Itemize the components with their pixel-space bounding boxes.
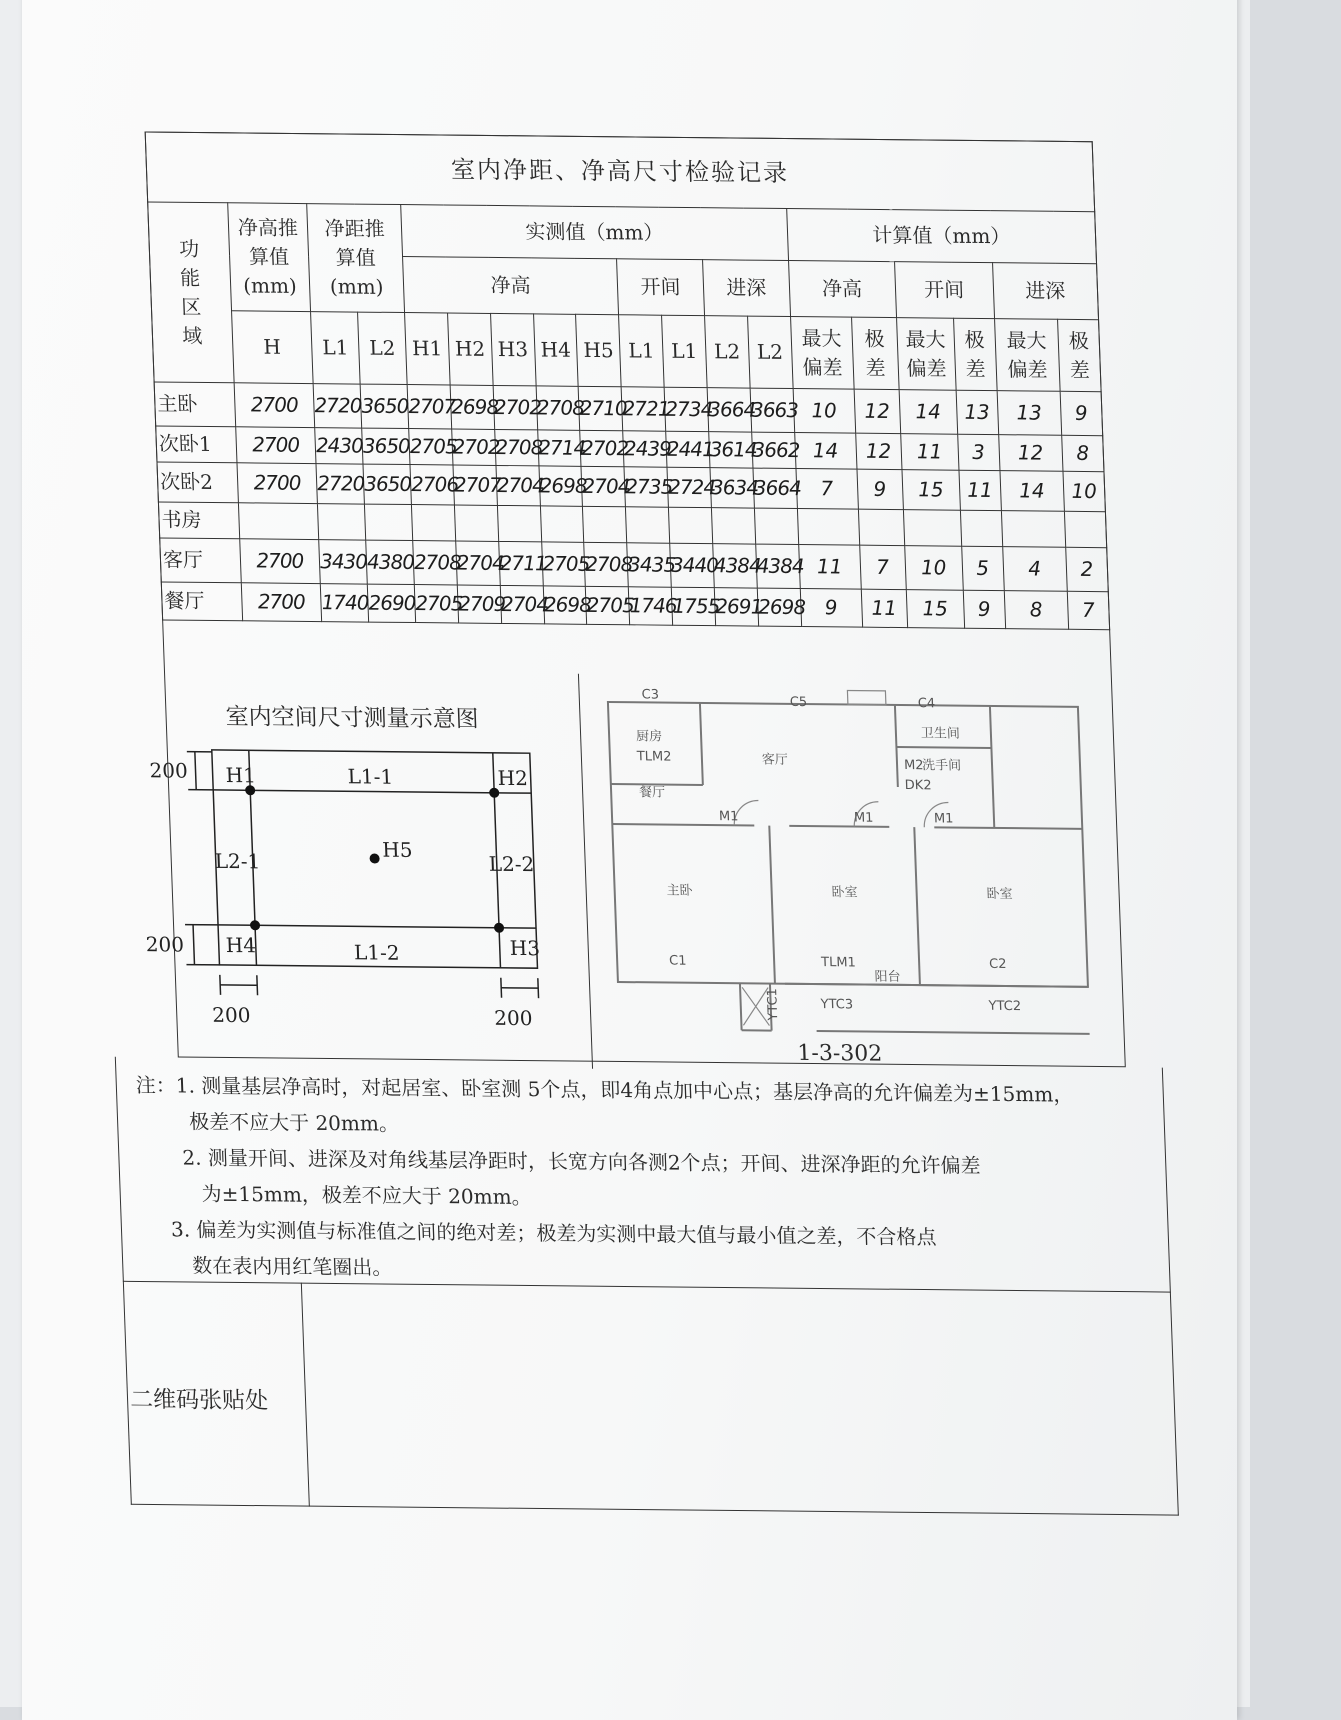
header-calc-net-height: 净高 [788,261,896,318]
cell-value: 2700 [239,539,320,584]
cell-value: 10 [904,546,963,591]
cell-value: 3440 [670,543,714,587]
cell-value: 2700 [235,427,316,464]
cell-value: 12 [998,435,1063,472]
cell-value: 2698 [538,466,582,506]
cell-value: 12 [855,433,901,469]
label-h1: H1 [225,763,256,787]
col-h: H [231,311,313,384]
cell-value: 2691 [714,588,758,626]
svg-text:M1: M1 [934,811,954,826]
svg-text:C1: C1 [669,954,687,969]
svg-text:M1: M1 [854,811,874,826]
cell-value: 2705 [414,585,458,623]
col-depth-range: 极差 [1057,319,1101,391]
dim-label-top: 200 [149,758,188,782]
cell-value: 2430 [315,428,363,464]
cell-value: 2710 [578,386,622,430]
svg-text:客厅: 客厅 [762,753,789,768]
cell-value [626,507,670,543]
point-h5 [369,853,379,863]
cell-value: 12 [854,389,900,433]
cell-value: 14 [899,390,958,435]
cell-value [364,504,412,540]
label-h4: H4 [225,933,256,957]
svg-text:C3: C3 [641,687,659,702]
cell-value [1001,511,1066,548]
label-l1-1: L1-1 [347,764,393,788]
cell-value: 2690 [367,584,415,622]
cell-value: 2441 [666,431,710,467]
cell-value: 2711 [498,541,542,585]
cell-value [318,504,366,540]
svg-text:C2: C2 [989,957,1007,972]
header-net-height: 净高 [403,257,619,315]
col-bay-max-dev: 最大偏差 [896,318,956,391]
form-title: 室内净距、净高尺寸检验记录 [145,132,1095,212]
cell-value: 2704 [500,585,544,623]
cell-value: 3634 [710,468,754,508]
header-calculated: 计算值（mm） [786,209,1096,264]
cell-value: 2705 [541,542,585,586]
svg-text:M1: M1 [719,809,739,824]
label-l2-2: L2-2 [488,852,534,876]
data-rows [154,382,1110,630]
cell-value: 2700 [237,463,318,504]
diagram-title: 室内空间尺寸测量示意图 [225,698,479,734]
col-depth-l2b: L2 [747,316,792,388]
row-room-name: 次卧2 [157,462,238,503]
header-calc-depth: 进深 [992,263,1098,320]
cell-value [668,507,712,543]
header-measured: 实测值（mm） [401,205,788,261]
cell-value: 2700 [241,583,322,622]
col-bay-l1b: L1 [662,315,707,387]
note-1-cont: 极差不应大于 20mm。 [136,1103,1157,1150]
cell-value: 2734 [664,387,708,431]
cell-value: 2702 [580,430,624,466]
cell-value: 2707 [407,385,451,429]
cell-value: 3664 [753,468,797,508]
dim-label-right: 200 [494,1006,533,1030]
cell-value: 2704 [456,541,500,585]
notes [135,1067,1163,1294]
cell-value: 1740 [320,584,368,622]
row-room-name: 客厅 [160,538,241,583]
note-2-cont: 为±15mm，极差不应大于 20mm。 [139,1175,1160,1222]
svg-text:TLM2: TLM2 [636,749,672,764]
dim-label-left: 200 [212,1003,251,1027]
cell-value: 13 [997,391,1062,436]
cell-value: 2708 [584,542,628,586]
cell-value [754,508,798,544]
svg-text:DK2: DK2 [905,778,932,793]
col-h3: H3 [490,313,535,385]
cell-value: 2704 [496,465,540,505]
label-h2: H2 [497,766,528,790]
col-l1: L1 [311,312,360,384]
col-bay-l1a: L1 [619,315,664,387]
cell-value: 3650 [360,384,408,428]
row-room-name: 次卧1 [156,426,237,463]
cell-value: 2702 [493,385,537,429]
cell-value: 7 [1067,591,1110,629]
cell-value: 5 [961,546,1003,590]
cell-value: 2708 [536,386,580,430]
cell-value: 2698 [757,588,801,626]
cell-value: 1746 [628,587,672,625]
cell-value: 9 [800,589,863,628]
note-1: 注：1. 测量基层净高时，对起居室、卧室测 5个点，即4角点加中心点；基层净高的允许偏差为±15mm， [135,1067,1156,1114]
cell-value: 11 [959,470,1001,510]
cell-value: 2707 [453,465,497,505]
svg-text:餐厅: 餐厅 [639,784,666,800]
svg-text:洗手间: 洗手间 [922,757,962,773]
header-calc-bay: 开间 [894,262,994,319]
cell-value: 4380 [366,540,414,584]
cell-value: 15 [906,590,964,629]
cell-value: 3664 [707,388,751,432]
note-2: 2. 测量开间、进深及对角线基层净距时，长宽方向各测2个点；开间、进深净距的允许偏差 [138,1139,1159,1186]
row-room-name: 餐厅 [161,582,242,621]
svg-text:YTC1: YTC1 [765,988,781,1022]
label-l2-1: L2-1 [214,849,260,873]
header-function-area: 功能区域 [148,202,234,383]
header-bay: 开间 [617,259,705,316]
col-h-range: 极差 [851,317,898,389]
cell-value: 2724 [667,467,711,507]
dim-label-bottom: 200 [145,932,184,956]
cell-value: 3614 [709,432,753,468]
svg-text:YTC3: YTC3 [819,997,853,1012]
cell-value: 2698 [450,385,494,429]
label-l1-2: L1-2 [354,940,400,964]
cell-value: 2720 [313,384,361,428]
cell-value: 2721 [621,387,665,431]
cell-value [858,509,904,545]
cell-value: 7 [796,469,859,510]
record-table [145,131,1111,630]
cell-value: 10 [1063,471,1106,511]
cell-value: 14 [794,433,856,470]
label-h5: H5 [382,838,413,862]
cell-value: 15 [902,470,961,511]
cell-value [903,510,961,547]
measure-diagram [164,669,593,1068]
cell-value: 14 [1000,471,1065,512]
col-h5: H5 [576,314,621,386]
cell-value [454,505,498,541]
cell-value: 11 [861,589,907,627]
cell-value: 2714 [537,430,581,466]
cell-value: 9 [857,469,903,509]
cell-value [238,503,319,540]
cell-value: 4384 [755,544,799,588]
cell-value: 9 [963,590,1005,628]
row-room-name: 主卧 [154,382,235,427]
cell-value: 2720 [316,464,364,504]
header-design-height: 净高推算值 (mm) [227,203,310,312]
cell-value: 4 [1002,547,1067,592]
cell-value [411,505,455,541]
cell-value: 4384 [713,544,757,588]
cell-value [583,506,627,542]
col-l2: L2 [358,312,407,384]
cell-value: 2 [1066,547,1109,591]
col-bay-range: 极差 [953,318,996,390]
svg-text:主卧: 主卧 [666,883,694,899]
svg-text:C4: C4 [918,696,936,711]
svg-text:M2: M2 [904,758,924,773]
floor-plan [579,674,1126,1074]
header-design-distance: 净距推算值 (mm) [307,204,405,313]
svg-text:C5: C5 [790,695,808,710]
cell-value: 3 [957,434,999,470]
cell-value: 8 [1004,591,1069,630]
col-depth-max-dev: 最大偏差 [994,319,1060,392]
cell-value: 3650 [362,428,410,464]
cell-value [960,510,1002,546]
cell-value: 13 [956,390,998,434]
cell-value: 2706 [410,465,454,505]
point-h4 [250,920,260,930]
point-h3 [494,923,504,933]
cell-value: 2700 [234,383,315,428]
svg-text:卫生间: 卫生间 [921,725,961,741]
svg-text:卧室: 卧室 [831,884,858,900]
svg-text:YTC2: YTC2 [987,999,1021,1014]
cell-value: 8 [1062,435,1104,471]
floor-plan-caption: 1-3-302 [797,1041,883,1067]
cell-value: 10 [793,389,856,434]
row-room-name: 书房 [158,502,239,539]
cell-value: 2704 [581,466,625,506]
note-3-cont: 数在表内用红笔圈出。 [142,1247,1163,1294]
label-h3: H3 [509,936,540,960]
cell-value [497,505,541,541]
cell-value: 7 [859,545,905,589]
qr-label: 二维码张贴处 [129,1381,268,1415]
svg-text:TLM1: TLM1 [820,955,856,970]
cell-value [1064,511,1106,547]
svg-text:卧室: 卧室 [986,886,1013,902]
col-h-max-dev: 最大偏差 [790,317,854,390]
note-3: 3. 偏差为实测值与标准值之间的绝对差；极差为实测中最大值与最小值之差，不合格点 [140,1211,1161,1258]
cell-value: 3662 [751,432,795,468]
cell-value: 2708 [494,429,538,465]
cell-value: 2698 [543,586,587,624]
svg-text:厨房: 厨房 [636,728,663,744]
cell-value: 11 [798,545,861,590]
header-depth: 进深 [702,260,790,317]
cell-value: 2709 [457,585,501,623]
cell-value [797,509,859,546]
cell-value [540,506,584,542]
cell-value: 9 [1060,391,1103,435]
cell-value: 1755 [671,587,715,625]
cell-value: 2705 [586,586,630,624]
diagram-svg [164,669,593,1068]
svg-text:阳台: 阳台 [874,970,901,985]
col-h4: H4 [533,314,578,386]
floor-plan-svg [579,674,1126,1074]
cell-value: 2708 [413,541,457,585]
cell-value: 2439 [623,431,667,467]
col-depth-l2a: L2 [704,316,749,388]
cell-value: 11 [900,434,958,471]
cell-value: 2735 [624,467,668,507]
cell-value: 2702 [452,429,496,465]
cell-value: 3650 [363,464,411,504]
cell-value: 3430 [319,540,367,584]
cell-value [711,508,755,544]
cell-value: 3435 [627,543,671,587]
col-h1: H1 [405,313,450,385]
cell-value: 3663 [750,388,794,432]
col-h2: H2 [447,313,492,385]
cell-value: 2705 [409,429,453,465]
